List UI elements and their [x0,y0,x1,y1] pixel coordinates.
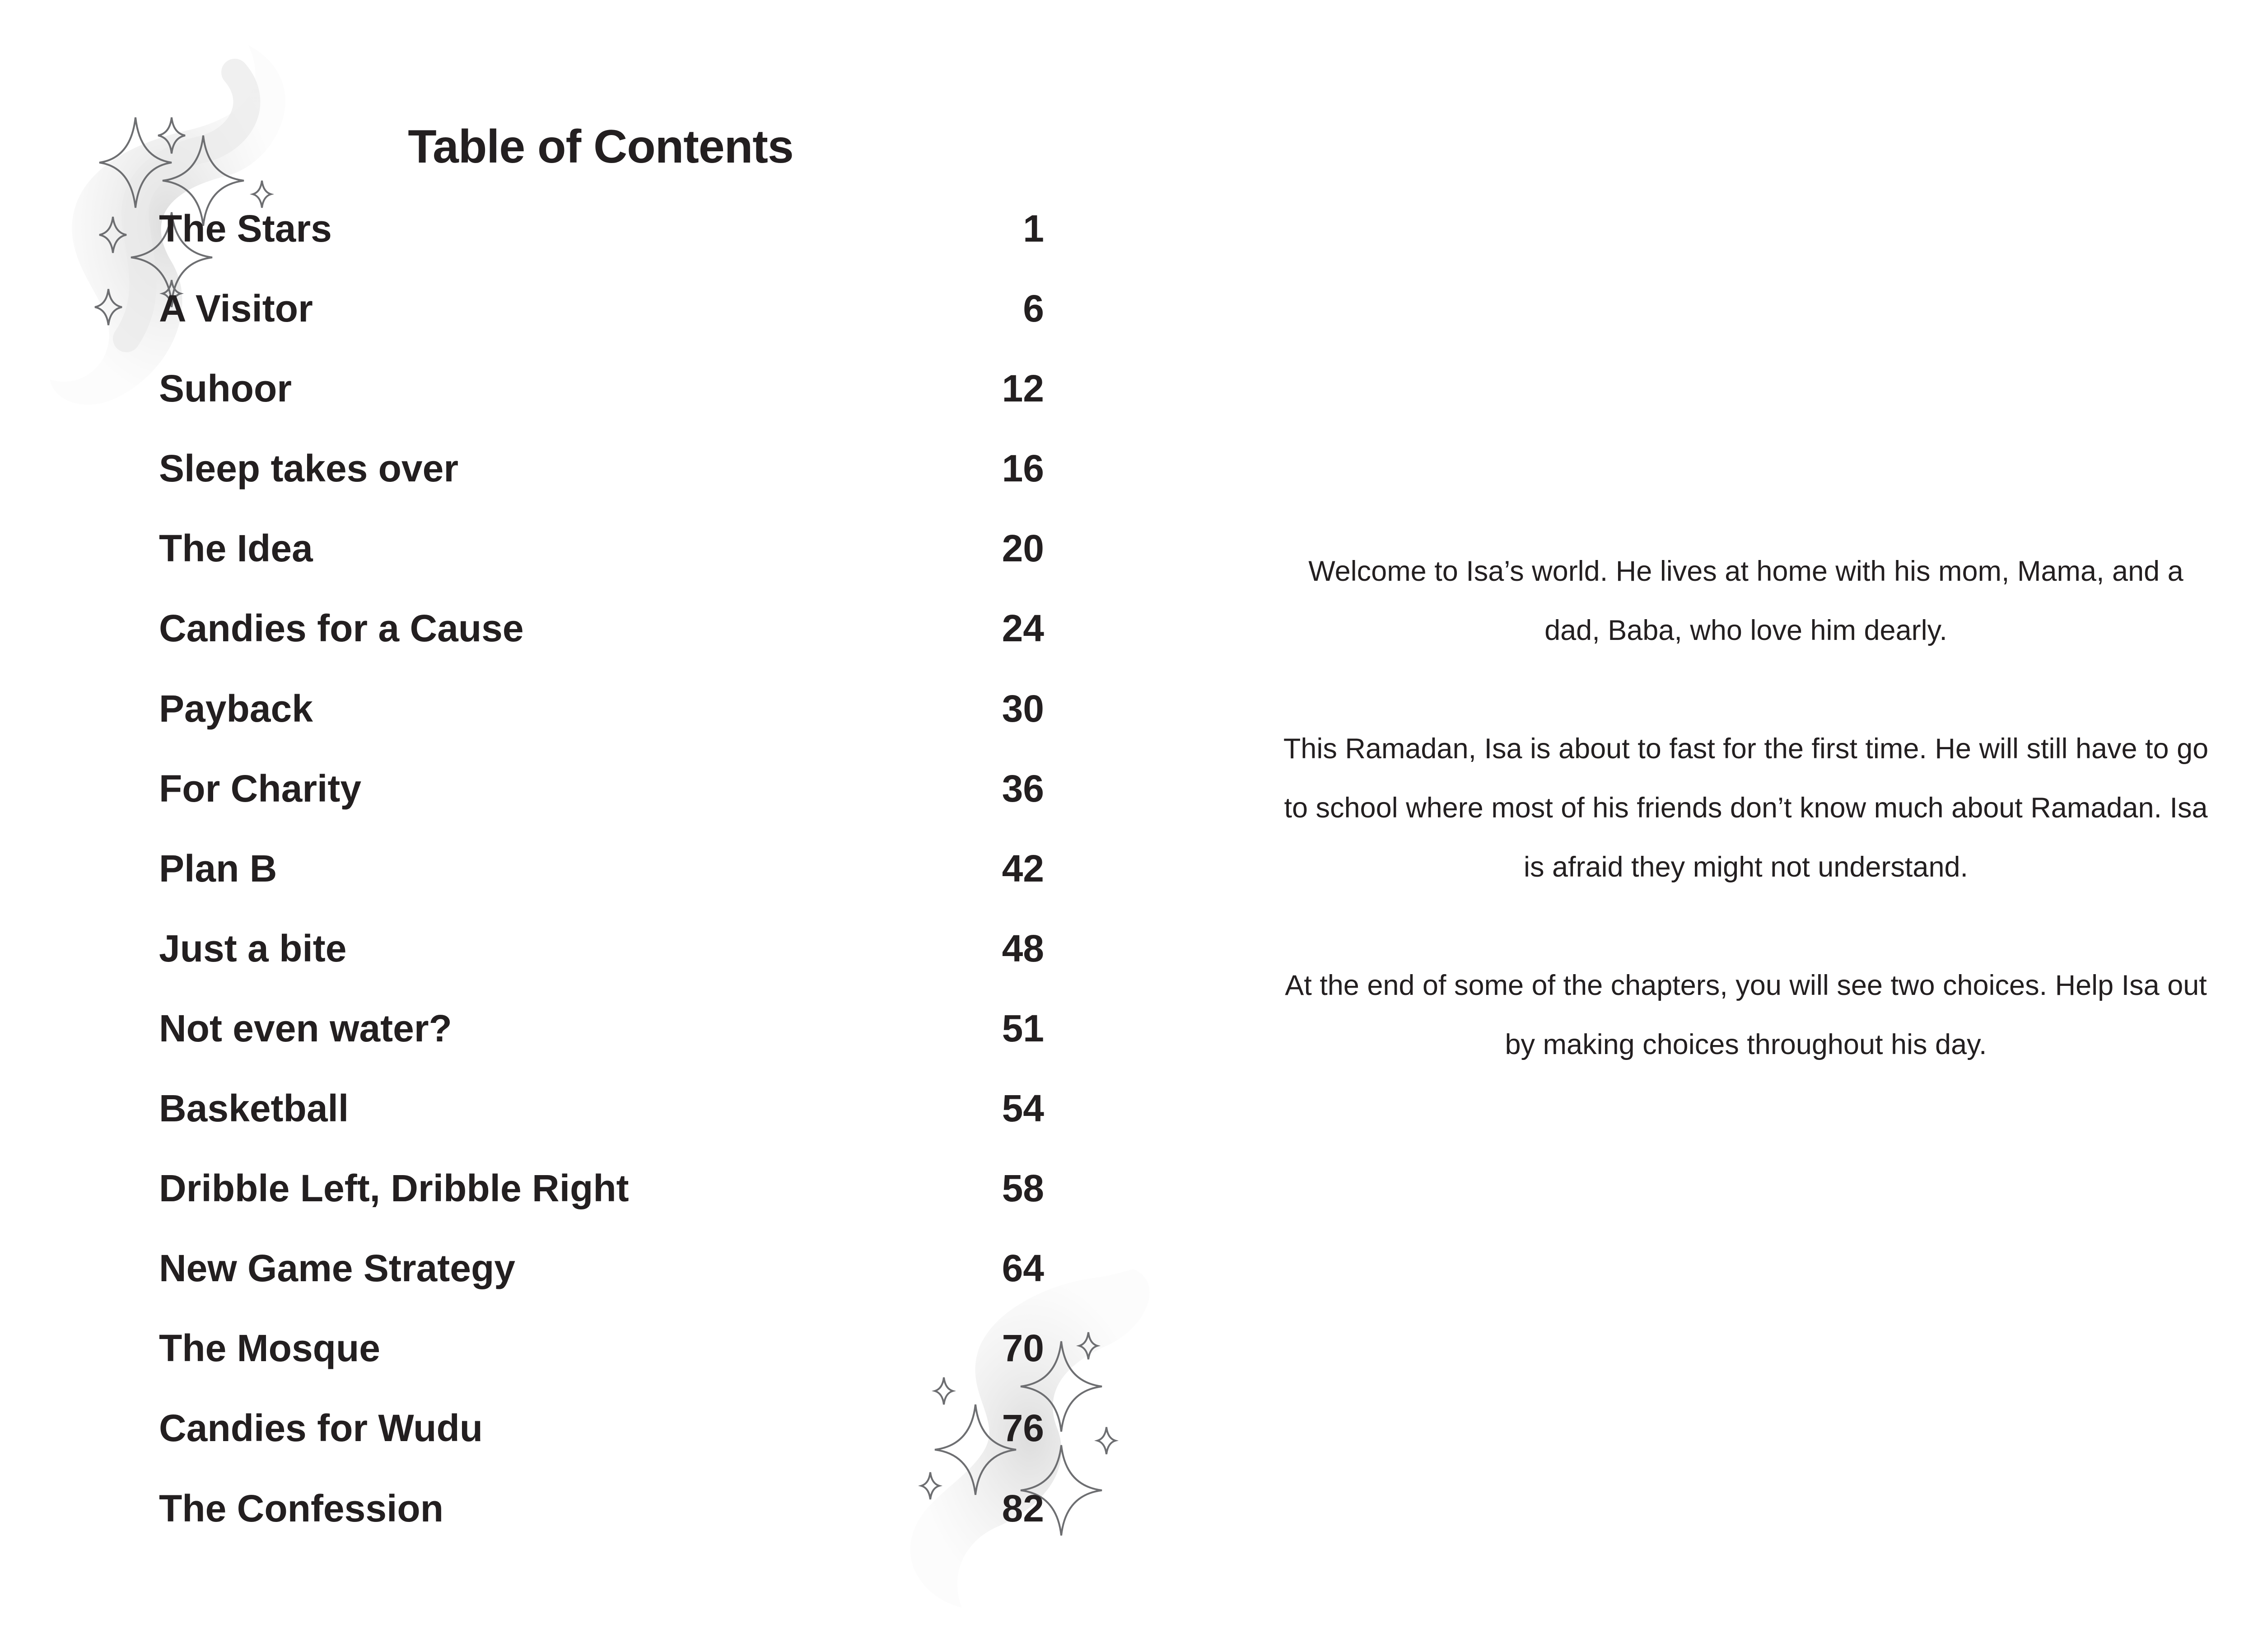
toc-entry [159,1161,1044,1241]
intro-paragraph: This Ramadan, Isa is about to fast for the first time. He will still have to go to school where most of his friends don’t know much about Ramadan. Isa is afraid they might not understand. [1283,733,2209,883]
toc-entry [159,841,1044,921]
toc-entry-title: Plan B [159,847,277,890]
toc-entry [159,601,1044,681]
intro-text [1281,542,2211,1134]
toc-entry [159,521,1044,601]
toc-entry-page: 6 [1023,287,1044,330]
toc-entry [159,1481,1044,1561]
toc-entry-title: Suhoor [159,367,292,410]
toc-entry-page: 20 [1002,527,1044,570]
toc-entry [159,1081,1044,1161]
toc-title: Table of Contents [408,121,793,173]
toc-entry-page: 70 [1002,1327,1044,1370]
toc-entry-title: Dribble Left, Dribble Right [159,1167,629,1210]
toc-entry [159,761,1044,841]
toc-entry-title: The Idea [159,527,313,570]
toc-entry-page: 42 [1002,847,1044,890]
toc-entry-page: 12 [1002,367,1044,410]
intro-paragraph: Welcome to Isa’s world. He lives at home with his mom, Mama, and a dad, Baba, who love him dearly. [1308,555,2183,646]
toc-entry [159,201,1044,281]
toc-entry-title: Not even water? [159,1007,452,1050]
toc-entry [159,1241,1044,1321]
toc-entry-title: Candies for a Cause [159,607,524,650]
sparkle-icon [1097,1427,1115,1454]
toc-entry-page: 54 [1002,1087,1044,1130]
toc-entry-page: 58 [1002,1167,1044,1210]
toc-entry [159,441,1044,521]
toc-entry-title: The Mosque [159,1327,381,1370]
toc-entry [159,921,1044,1001]
intro-paragraph: At the end of some of the chapters, you will see two choices. Help Isa out by making choices throughout his day. [1285,970,2207,1060]
toc-entry [159,681,1044,761]
toc-entry-page: 1 [1023,207,1044,250]
toc-entry [159,1401,1044,1481]
toc-entry-page: 16 [1002,447,1044,490]
toc-entry-title: Payback [159,687,313,730]
toc-entry-page: 51 [1002,1007,1044,1050]
toc-entry [159,281,1044,361]
toc-entry-title: Just a bite [159,927,347,970]
toc-entry-title: New Game Strategy [159,1247,515,1290]
toc-entry-title: Candies for Wudu [159,1407,483,1450]
toc-entry-page: 36 [1002,767,1044,810]
toc-entry-page: 48 [1002,927,1044,970]
toc-entry-title: A Visitor [159,287,313,330]
toc-list [159,201,1044,1561]
toc-entry [159,361,1044,441]
toc-entry [159,1321,1044,1401]
toc-entry-title: The Confession [159,1487,444,1530]
intro-page [1154,0,2258,1652]
toc-entry-title: For Charity [159,767,362,810]
toc-entry-title: Basketball [159,1087,349,1130]
toc-entry-title: The Stars [159,207,332,250]
toc-entry [159,1001,1044,1081]
toc-entry-page: 76 [1002,1407,1044,1450]
toc-entry-page: 24 [1002,607,1044,650]
toc-entry-page: 64 [1002,1247,1044,1290]
toc-entry-page: 30 [1002,687,1044,730]
toc-entry-page: 82 [1002,1487,1044,1530]
toc-entry-title: Sleep takes over [159,447,459,490]
